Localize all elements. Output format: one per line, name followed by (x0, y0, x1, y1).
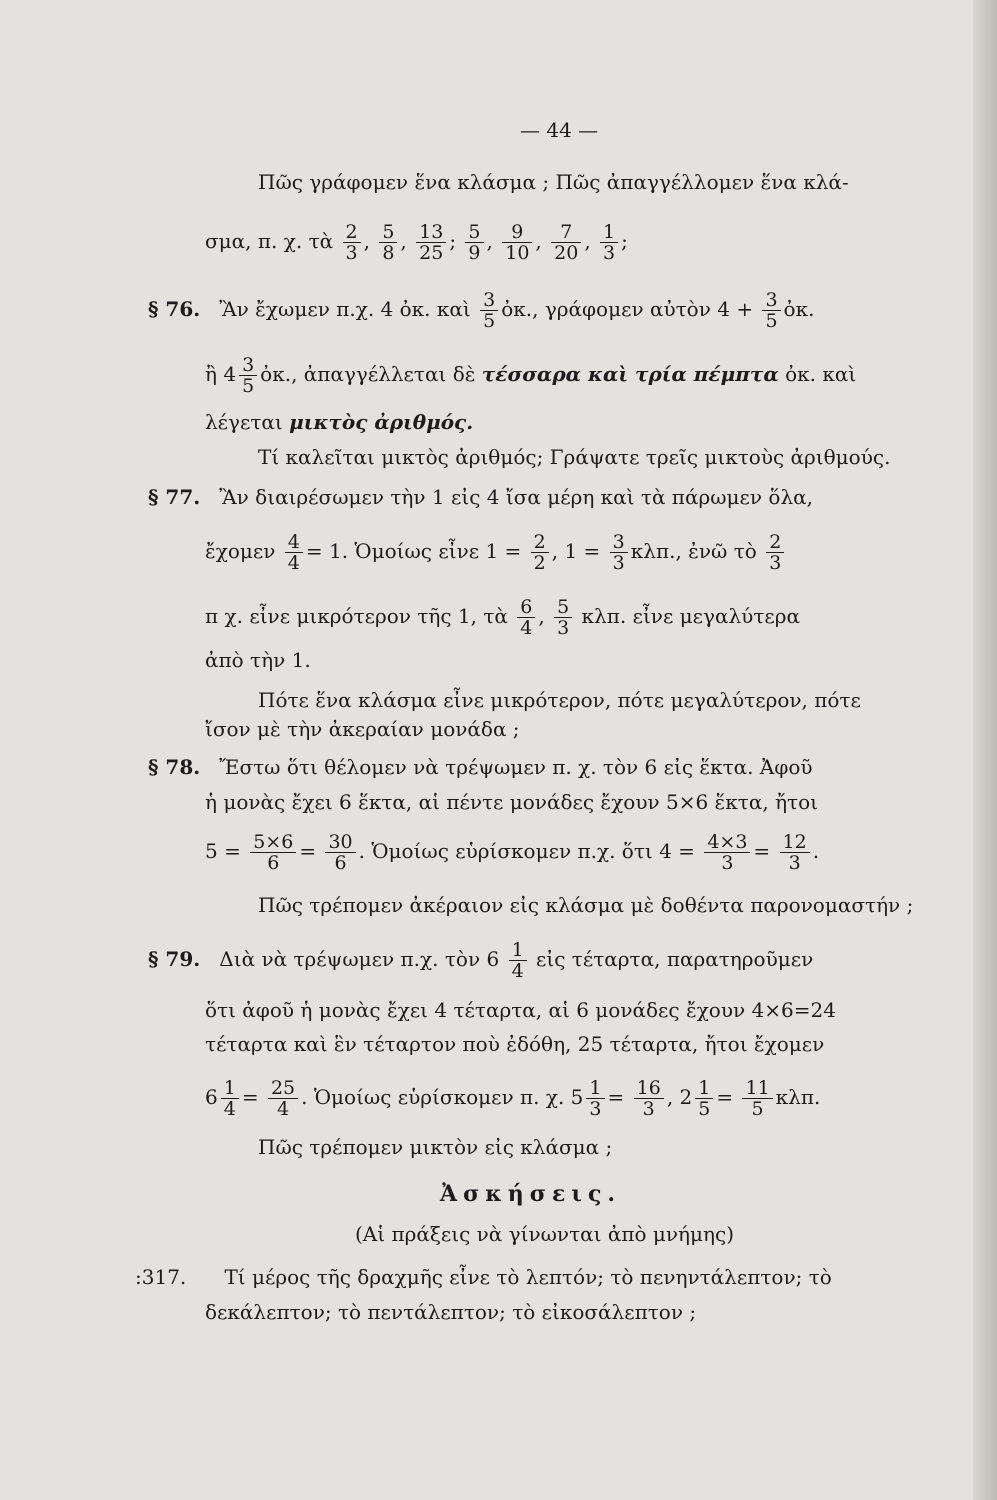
fraction: $\frac{30}{6}$ (325, 832, 355, 873)
p1-line1: Πῶς γράφομεν ἕνα κλάσμα ; Πῶς ἀπαγγέλλομεν ἕνα κλά- (258, 170, 849, 194)
fraction: $\frac{3}{3}$ (610, 532, 628, 573)
fraction: $\frac{5}{3}$ (554, 597, 572, 638)
fraction: $\frac{1}{4}$ (221, 1078, 239, 1119)
fraction: $\frac{25}{4}$ (268, 1078, 298, 1119)
question-integer: Πῶς τρέπομεν ἀκέραιον εἰς κλάσμα μὲ δοθέντα παρονομαστήν ; (258, 893, 914, 917)
s76-line3: λέγεται μικτὸς ἀριθμός. (205, 410, 474, 434)
page-number: — 44 — (520, 118, 599, 142)
fraction: $\frac{2}{3}$ (343, 222, 361, 263)
exercise-317-line1: :317. Τί μέρος τῆς δραχμῆς εἶνε τὸ λεπτόν; τὸ πενηντάλεπτον; τὸ (135, 1265, 832, 1289)
s78-line3: 5 = $\frac{5\times 6}{6}$ = $\frac{30}{6}$ . Ὁμοίως εὑρίσκομεν π.χ. ὅτι 4 = $\frac{4\times 3}{3}$ = $\frac{12}{3}$ . (205, 831, 820, 874)
exercises-subtitle: (Αἱ πράξεις νὰ γίνωνται ἀπὸ μνήμης) (355, 1222, 735, 1246)
fraction: $\frac{3}{5}$ (762, 290, 780, 331)
question-mixed-to-fraction: Πῶς τρέπομεν μικτὸν εἰς κλάσμα ; (258, 1135, 613, 1159)
s79-line3: τέταρτα καὶ ἓν τέταρτον ποὺ ἐδόθη, 25 τέταρτα, ἤτοι ἔχομεν (205, 1032, 825, 1056)
fraction: $\frac{4\times 3}{3}$ (704, 832, 750, 873)
question-compare-2: ἴσον μὲ τὴν ἀκεραίαν μονάδα ; (205, 717, 520, 741)
s77-line1: § 77. Ἂν διαιρέσωμεν τὴν 1 εἰς 4 ἴσα μέρη καὶ τὰ πάρωμεν ὅλα, (148, 485, 813, 509)
fraction: $\frac{1}{4}$ (509, 940, 527, 981)
p1-line2: σμα, π. χ. τὰ $\frac{2}{3}$ , $\frac{5}{8}$ , $\frac{13}{25}$ ; $\frac{5}{9}$ , $\frac{9}{10}$ , $\frac{7}{20}$ , $\frac{1}{3}$ ; (205, 221, 628, 264)
fraction: $\frac{3}{5}$ (239, 355, 257, 396)
exercise-317-line2: δεκάλεπτον; τὸ πεντάλεπτον; τὸ εἰκοσάλεπτον ; (205, 1300, 697, 1324)
fraction: $\frac{5\times 6}{6}$ (250, 832, 296, 873)
s77-line4: ἀπὸ τὴν 1. (205, 648, 311, 672)
s76-line2: ἢ 4 $\frac{3}{5}$ ὀκ., ἀπαγγέλλεται δὲ τέσσαρα καὶ τρία πέμπτα ὀκ. καὶ (205, 354, 857, 397)
s79-line1: § 79. Διὰ νὰ τρέψωμεν π.χ. τὸν 6 $\frac{1}{4}$ εἰς τέταρτα, παρατηροῦμεν (148, 939, 814, 982)
s76-line1: § 76. Ἂν ἔχωμεν π.χ. 4 ὀκ. καὶ $\frac{3}{5}$ ὀκ., γράφομεν αὐτὸν 4 + $\frac{3}{5}$ ὀκ. (148, 289, 815, 332)
s78-line2: ἡ μονὰς ἔχει 6 ἕκτα, αἱ πέντε μονάδες ἔχουν 5×6 ἕκτα, ἤτοι (205, 790, 819, 814)
fraction: $\frac{11}{5}$ (742, 1078, 772, 1119)
fraction: $\frac{6}{4}$ (517, 597, 535, 638)
s77-line3: π χ. εἶνε μικρότερον τῆς 1, τὰ $\frac{6}{4}$ , $\frac{5}{3}$ κλπ. εἶνε μεγαλύτερα (205, 596, 801, 639)
page-edge (973, 0, 997, 1500)
fraction: $\frac{4}{4}$ (285, 532, 303, 573)
s79-line2: ὅτι ἀφοῦ ἡ μονὰς ἔχει 4 τέταρτα, αἱ 6 μονάδες ἔχουν 4×6=24 (205, 998, 836, 1022)
fraction: $\frac{9}{10}$ (502, 222, 532, 263)
fraction: $\frac{2}{2}$ (531, 532, 549, 573)
s78-line1: § 78. Ἔστω ὅτι θέλομεν νὰ τρέψωμεν π. χ. τὸν 6 εἰς ἕκτα. Ἀφοῦ (148, 755, 813, 779)
exercises-heading: Ἀσκήσεις. (440, 1181, 622, 1207)
fraction: $\frac{5}{9}$ (465, 222, 483, 263)
fraction: $\frac{12}{3}$ (780, 832, 810, 873)
s79-line4: 6 $\frac{1}{4}$ = $\frac{25}{4}$ . Ὁμοίως εὑρίσκομεν π. χ. 5 $\frac{1}{3}$ = $\frac{16}{3}$ , 2 $\frac{1}{5}$ = $\frac{11}{5}$ κλπ. (205, 1077, 821, 1120)
fraction: $\frac{1}{3}$ (600, 222, 618, 263)
fraction: $\frac{7}{20}$ (551, 222, 581, 263)
s77-line2: ἔχομεν $\frac{4}{4}$ = 1. Ὁμοίως εἶνε 1 = $\frac{2}{2}$ , 1 = $\frac{3}{3}$ κλπ., ἐνῶ τὸ $\frac{2}{3}$ (205, 532, 787, 573)
fraction: $\frac{13}{25}$ (416, 222, 446, 263)
fraction: $\frac{3}{5}$ (480, 290, 498, 331)
fraction: $\frac{5}{8}$ (379, 222, 397, 263)
question-compare-1: Πότε ἕνα κλάσμα εἶνε μικρότερον, πότε μεγαλύτερον, πότε (258, 688, 861, 712)
question-mixed: Τί καλεῖται μικτὸς ἀριθμός; Γράψατε τρεῖς μικτοὺς ἀριθμούς. (258, 445, 891, 469)
fraction: $\frac{2}{3}$ (766, 532, 784, 573)
fraction: $\frac{16}{3}$ (634, 1078, 664, 1119)
fraction: $\frac{1}{5}$ (695, 1078, 713, 1119)
fraction: $\frac{1}{3}$ (586, 1078, 604, 1119)
